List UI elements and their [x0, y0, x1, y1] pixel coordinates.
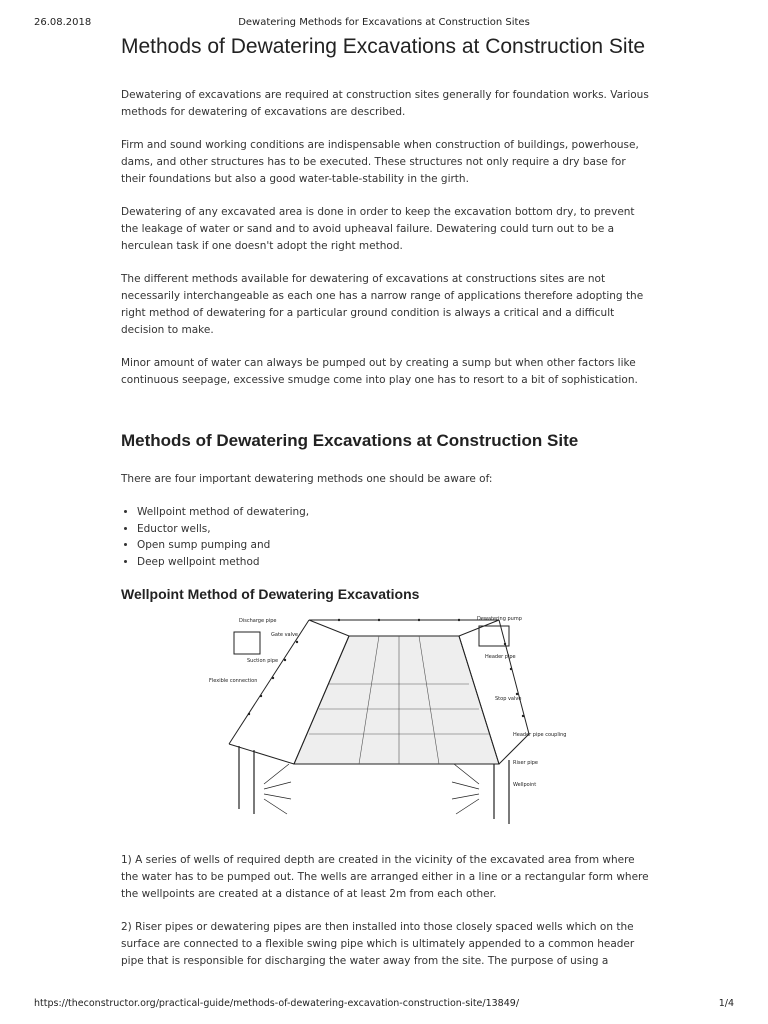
- article-paragraph: Minor amount of water can always be pumped out by creating a sump but when other factors like continuous seepage, excessive smudge come into play one has to resort to a bit of sophistication.: [121, 357, 638, 386]
- methods-list: [121, 504, 649, 570]
- figure-label: Discharge pipe: [239, 618, 277, 624]
- discharge-pump-icon: [234, 632, 260, 654]
- print-url[interactable]: https://theconstructor.org/practical-guide/methods-of-dewatering-excavation-construction-site/13849/: [34, 998, 520, 1009]
- article-paragraph: The different methods available for dewatering of excavations at constructions sites are not necessarily interchangeable as each one has a narrow range of applications therefore adopting the right method of dewatering for a particular ground condition is always a critical and a difficult decision to make.: [121, 273, 644, 336]
- list-item: • Wellpoint method of dewatering,: [137, 504, 649, 521]
- list-item: • Open sump pumping and: [137, 537, 649, 554]
- page-number: 1/4: [718, 998, 734, 1009]
- article-paragraph: Dewatering of any excavated area is done in order to keep the excavation bottom dry, to prevent the leakage of water or sand and to avoid upheaval failure. Dewatering could turn out to be a herculean task if one doesn't adopt the right method.: [121, 206, 635, 252]
- wellpoint-diagram-svg: [209, 614, 567, 834]
- subsection-heading: Wellpoint Method of Dewatering Excavations: [121, 586, 420, 602]
- figure-label: Gate valve: [271, 632, 299, 638]
- article-paragraph: Dewatering of excavations are required at construction sites generally for foundation works. Various methods for dewatering of excavations are described.: [121, 89, 649, 118]
- figure-label: Suction pipe: [247, 658, 279, 664]
- figure-label: Stop valve: [495, 696, 522, 702]
- article-paragraph: 1) A series of wells of required depth are created in the vicinity of the excavated area from where the water has to be pumped out. The wells are arranged either in a line or a rectangular form where the wellpoints are created at a distance of at least 2m from each other.: [121, 854, 649, 900]
- figure-label: Flexible connection: [209, 678, 258, 684]
- figure-label: Header pipe: [485, 654, 516, 660]
- article-paragraph: 2) Riser pipes or dewatering pipes are then installed into those closely spaced wells which on the surface are connected to a flexible swing pipe which is ultimately appended to a common header pipe that is responsible for discharging the water away from the site. The purpose of using a: [121, 921, 635, 967]
- figure-label: Header pipe coupling: [513, 732, 567, 738]
- figure-label: Riser pipe: [513, 760, 539, 766]
- print-header: [34, 17, 734, 31]
- print-date: 26.08.2018: [34, 17, 92, 28]
- wellpoint-diagram: [209, 614, 567, 834]
- figure-label: Dewatering pump: [477, 616, 522, 622]
- figure-label: Wellpoint: [513, 782, 537, 788]
- article-paragraph: Firm and sound working conditions are indispensable when construction of buildings, powerhouse, dams, and other structures has to be executed. These structures not only require a dry base for their foundations but also a good water-table-stability in the girth.: [121, 139, 639, 185]
- print-document-title: Dewatering Methods for Excavations at Construction Sites: [238, 17, 530, 28]
- list-item: • Deep wellpoint method: [137, 554, 649, 571]
- section-heading: Methods of Dewatering Excavations at Construction Site: [121, 431, 579, 450]
- excavation-pit: [294, 636, 499, 764]
- article-title: Methods of Dewatering Excavations at Construction Site: [121, 35, 646, 58]
- list-item: • Eductor wells,: [137, 521, 649, 538]
- section-intro: There are four important dewatering methods one should be aware of:: [121, 473, 493, 485]
- article: [121, 34, 649, 986]
- print-footer: [34, 998, 734, 1012]
